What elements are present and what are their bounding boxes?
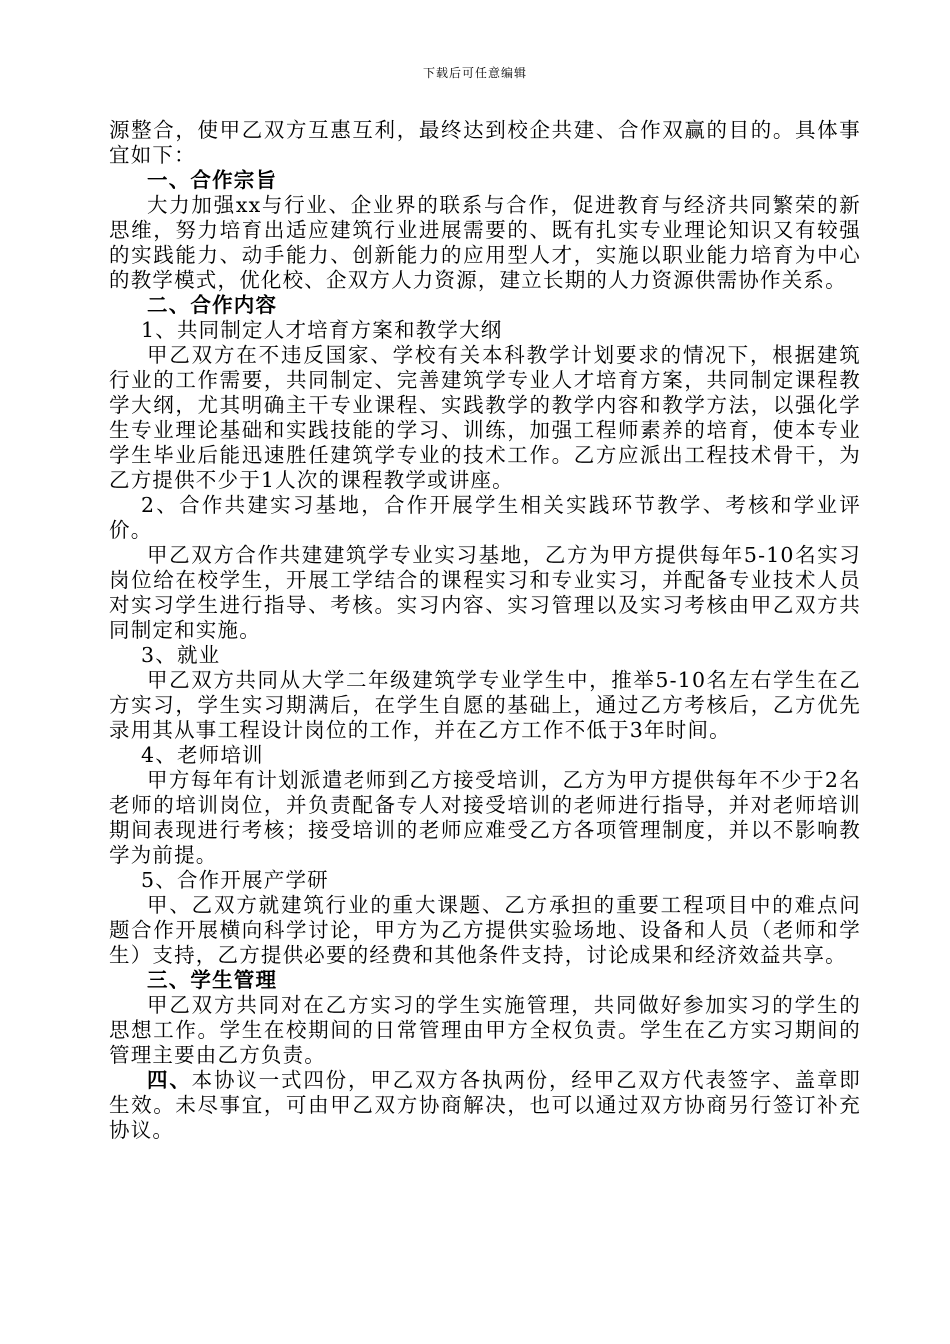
paragraph-student-management: 甲乙双方共同对在乙方实习的学生实施管理，共同做好参加实习的学生的思想工作。学生在校期间的日常管理由甲方全权负责。学生在乙方实习期间的管理主要由乙方负责。 bbox=[109, 993, 861, 1067]
paragraph-intro-continuation: 源整合，使甲乙双方互惠互利，最终达到校企共建、合作双赢的目的。具体事宜如下： bbox=[109, 118, 861, 167]
heading-cooperation-content: 二、合作内容 bbox=[147, 293, 278, 317]
paragraph-teacher-training: 甲方每年有计划派遣老师到乙方接受培训，乙方为甲方提供每年不少于2名老师的培训岗位，并负责配备专人对接受培训的老师进行指导，并对老师培训期间表现进行考核；接受培训的老师应难受乙方各项管理制度，并以不影响教学为前提。 bbox=[109, 768, 861, 867]
subheading-research-cooperation: 5、合作开展产学研 bbox=[141, 868, 329, 892]
page-header-note: 下载后可任意编辑 bbox=[422, 66, 527, 80]
agreement-copies-text: 本协议一式四份，甲乙双方各执两份，经甲乙双方代表签字、盖章即生效。未尽事宜，可由甲乙双方协商解决，也可以通过双方协商另行签订补充协议。 bbox=[109, 1068, 861, 1142]
subheading-employment: 3、就业 bbox=[141, 643, 221, 667]
paragraph-internship-base: 甲乙双方合作共建建筑学专业实习基地，乙方为甲方提供每年5-10名实习岗位给在校学生，开展工学结合的课程实习和专业实习，并配备专业技术人员对实习学生进行指导、考核。实习内容、实习管理以及实习考核由甲乙双方共同制定和实施。 bbox=[109, 543, 861, 642]
paragraph-employment: 甲乙双方共同从大学二年级建筑学专业学生中，推举5-10名左右学生在乙方实习，学生实习期满后，在学生自愿的基础上，通过乙方考核后，乙方优先录用其从事工程设计岗位的工作，并在乙方工作不低于3年时间。 bbox=[109, 668, 861, 742]
subheading-teacher-training: 4、老师培训 bbox=[141, 743, 264, 767]
heading-cooperation-purpose: 一、合作宗旨 bbox=[147, 168, 278, 192]
document-body bbox=[109, 118, 861, 1143]
subheading-internship-base: 2、合作共建实习基地，合作开展学生相关实践环节教学、考核和学业评价。 bbox=[109, 493, 861, 542]
paragraph-cooperation-purpose: 大力加强xx与行业、企业界的联系与合作，促进教育与经济共同繁荣的新思维，努力培育出适应建筑行业进展需要的、既有扎实专业理论知识又有较强的实践能力、动手能力、创新能力的应用型人才，实施以职业能力培育为中心的教学模式，优化校、企双方人力资源，建立长期的人力资源供需协作关系。 bbox=[109, 193, 861, 292]
agreement-copies-lead: 四、 bbox=[147, 1068, 192, 1092]
paragraph-training-plan: 甲乙双方在不违反国家、学校有关本科教学计划要求的情况下，根据建筑行业的工作需要，共同制定、完善建筑学专业人才培育方案，共同制定课程教学大纲，尤其明确主干专业课程、实践教学的教学内容和教学方法，以强化学生专业理论基础和实践技能的学习、训练，加强工程师素养的培育，使本专业学生毕业后能迅速胜任建筑学专业的技术工作。乙方应派出工程技术骨干，为乙方提供不少于1人次的课程教学或讲座。 bbox=[109, 343, 861, 492]
heading-student-management: 三、学生管理 bbox=[147, 968, 278, 992]
paragraph-agreement-copies bbox=[109, 1068, 861, 1143]
paragraph-research-cooperation: 甲、乙双方就建筑行业的重大课题、乙方承担的重要工程项目中的难点问题合作开展横向科学讨论，甲方为乙方提供实验场地、设备和人员（老师和学生）支持，乙方提供必要的经费和其他条件支持，讨论成果和经济效益共享。 bbox=[109, 893, 861, 967]
subheading-training-plan: 1、共同制定人才培育方案和教学大纲 bbox=[141, 318, 503, 342]
